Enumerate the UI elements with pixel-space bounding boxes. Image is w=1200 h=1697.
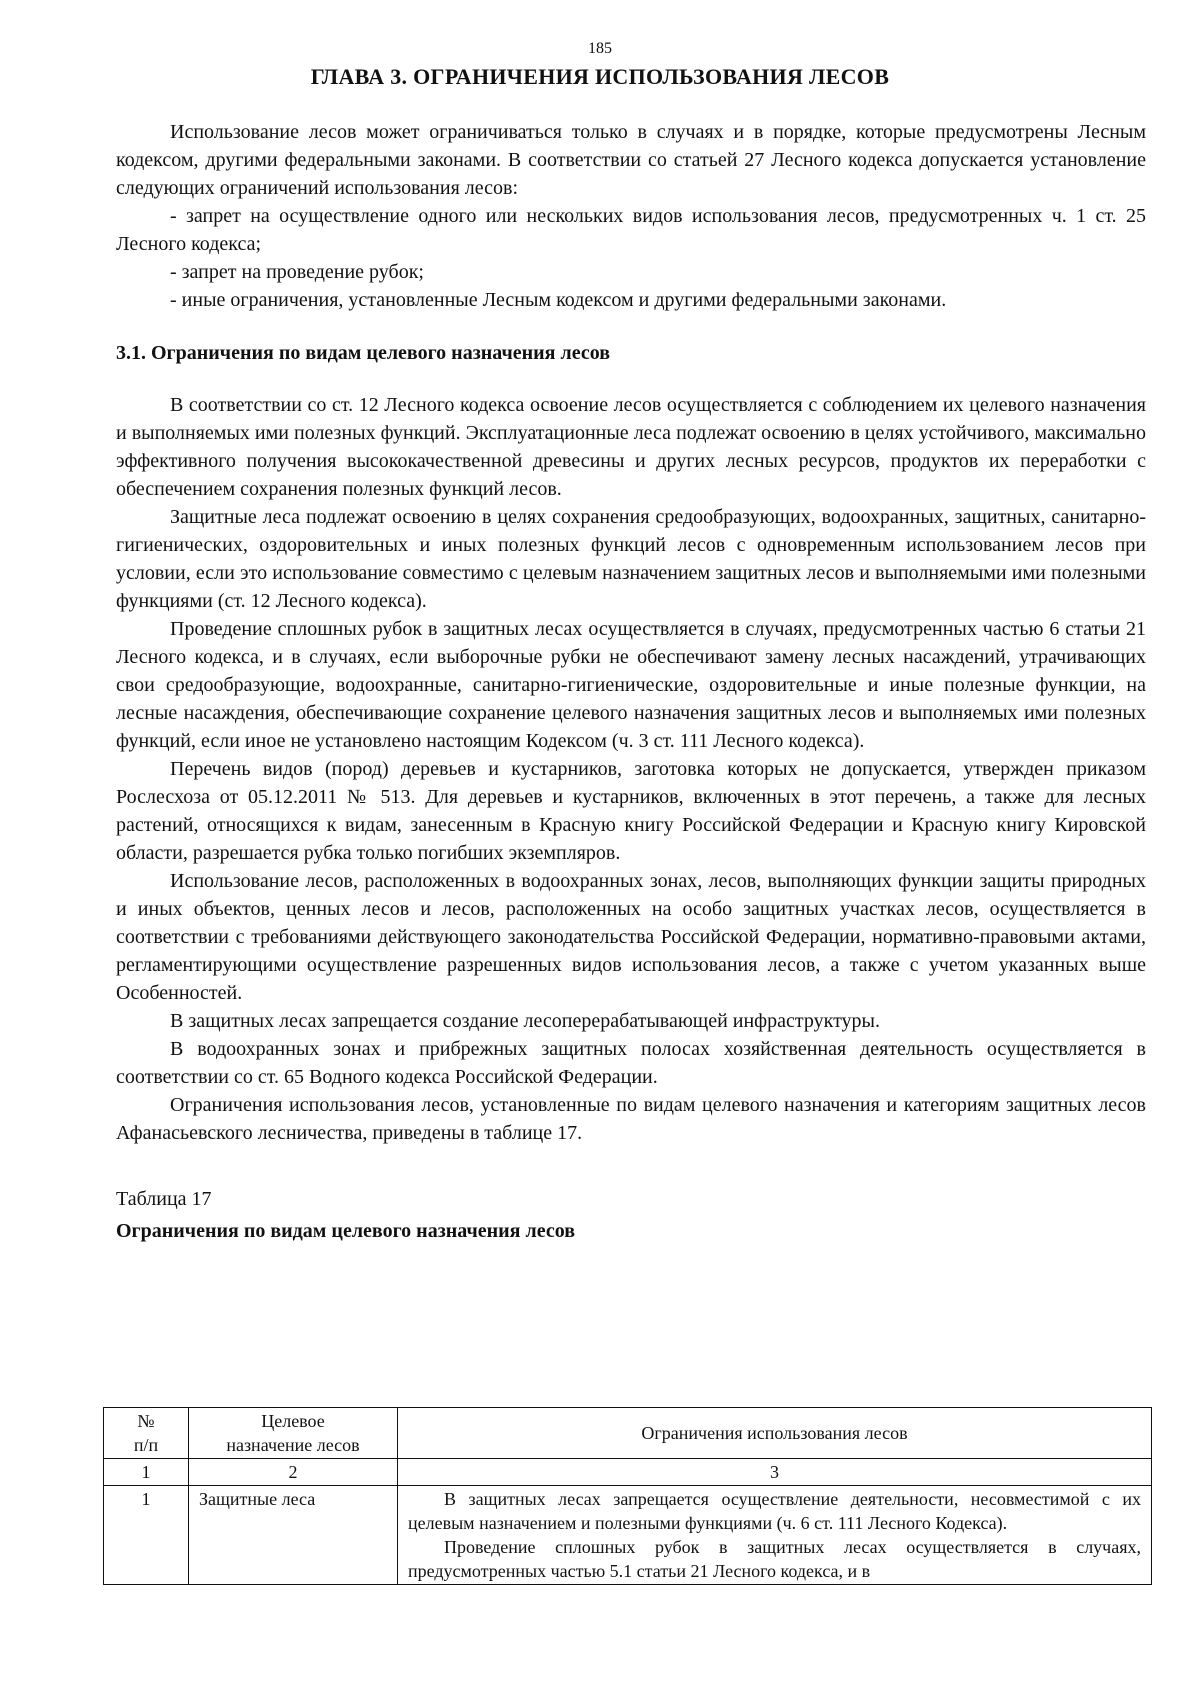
header-limits: Ограничения использования лесов	[398, 1408, 1152, 1459]
column-number: 1	[104, 1459, 189, 1486]
list-item: - иные ограничения, установленные Лесным кодексом и другими федеральными законами.	[170, 289, 947, 311]
column-number: 3	[398, 1459, 1152, 1486]
chapter-title: ГЛАВА 3. ОГРАНИЧЕНИЯ ИСПОЛЬЗОВАНИЯ ЛЕСОВ	[310, 64, 890, 89]
body-paragraph: Защитные леса подлежат освоению в целях сохранения средообразующих, водоохранных, защитных, санитарно-гигиенических, оздоровительных и иных полезных функций лесов с одновременным использованием лесов при условии, если это использование совместимо с целевым назначением защитных лесов и выполняемыми ими полезными функциями (ст. 12 Лесного кодекса).	[116, 506, 1146, 612]
table-title: Ограничения по видам целевого назначения лесов	[116, 1220, 575, 1242]
limits-table	[103, 1407, 1152, 1585]
header-purpose-line2: назначение лесов	[226, 1435, 360, 1455]
body-paragraph: В защитных лесах запрещается создание лесоперерабатывающей инфраструктуры.	[170, 1010, 880, 1032]
body-paragraph: Использование лесов, расположенных в водоохранных зонах, лесов, выполняющих функции защиты природных и иных объектов, ценных лесов и лесов, расположенных на особо защитных участках лесов, осуществляется в соответствии с требованиями действующего законодательства Российской Федерации, нормативно-правовыми актами, регламентирующими осуществление разрешенных видов использования лесов, а также с учетом указанных выше Особенностей.	[116, 870, 1146, 1004]
row-limits-paragraph: Проведение сплошных рубок в защитных лесах осуществляется в случаях, предусмотренных частью 5.1 статьи 21 Лесного кодекса, и в	[408, 1537, 1141, 1581]
page-number: 185	[588, 40, 612, 57]
body-paragraph: Ограничения использования лесов, установленные по видам целевого назначения и категориям защитных лесов Афанасьевского лесничества, приведены в таблице 17.	[116, 1094, 1146, 1144]
table-column-numbers-row	[104, 1459, 1152, 1486]
row-number: 1	[104, 1486, 189, 1585]
table-row	[104, 1486, 1152, 1585]
list-item: - запрет на осуществление одного или нескольких видов использования лесов, предусмотренных ч. 1 ст. 25 Лесного кодекса;	[116, 205, 1146, 255]
body-paragraph: В водоохранных зонах и прибрежных защитных полосах хозяйственная деятельность осуществляется в соответствии со ст. 65 Водного кодекса Российской Федерации.	[116, 1038, 1146, 1088]
row-limits-paragraph: В защитных лесах запрещается осуществление деятельности, несовместимой с их целевым назначением и полезными функциями (ч. 6 ст. 111 Лесного Кодекса).	[408, 1489, 1141, 1533]
intro-paragraph: Использование лесов может ограничиваться только в случаях и в порядке, которые предусмотрены Лесным кодексом, другими федеральными законами. В соответствии со статьей 27 Лесного кодекса допускается установление следующих ограничений использования лесов:	[116, 121, 1146, 199]
body-paragraph: В соответствии со ст. 12 Лесного кодекса освоение лесов осуществляется с соблюдением их целевого назначения и выполняемых ими полезных функций. Эксплуатационные леса подлежат освоению в целях устойчивого, максимально эффективного получения высококачественной древесины и других лесных ресурсов, продуктов их переработки с обеспечением сохранения полезных функций лесов.	[116, 394, 1146, 500]
header-number-line2: п/п	[133, 1435, 159, 1455]
row-purpose: Защитные леса	[189, 1486, 398, 1585]
header-number-line1: №	[137, 1411, 155, 1431]
table-number-label: Таблица 17	[116, 1188, 212, 1210]
body-paragraph: Проведение сплошных рубок в защитных лесах осуществляется в случаях, предусмотренных частью 6 статьи 21 Лесного кодекса, и в случаях, если выборочные рубки не обеспечивают замену лесных насаждений, утрачивающих свои средообразующие, водоохранные, санитарно-гигиенические, оздоровительные и иные полезные функции, на лесные насаждения, обеспечивающие сохранение целевого назначения защитных лесов и выполняемых ими полезных функций, если иное не установлено настоящим Кодексом (ч. 3 ст. 111 Лесного кодекса).	[116, 618, 1146, 752]
header-purpose-line1: Целевое	[261, 1411, 325, 1431]
section-title: 3.1. Ограничения по видам целевого назначения лесов	[116, 342, 610, 364]
body-paragraph: Перечень видов (пород) деревьев и кустарников, заготовка которых не допускается, утвержден приказом Рослесхоза от 05.12.2011 № 513. Для деревьев и кустарников, включенных в этот перечень, а также для лесных растений, относящихся к видам, занесенным в Красную книгу Российской Федерации и Красную книгу Кировской области, разрешается рубка только погибших экземпляров.	[116, 758, 1146, 864]
row-limits	[398, 1486, 1152, 1585]
header-purpose	[189, 1408, 398, 1459]
list-item: - запрет на проведение рубок;	[170, 261, 424, 283]
column-number: 2	[189, 1459, 398, 1486]
header-number	[104, 1408, 189, 1459]
document-body	[116, 118, 1146, 1245]
table-header-row	[104, 1408, 1152, 1459]
